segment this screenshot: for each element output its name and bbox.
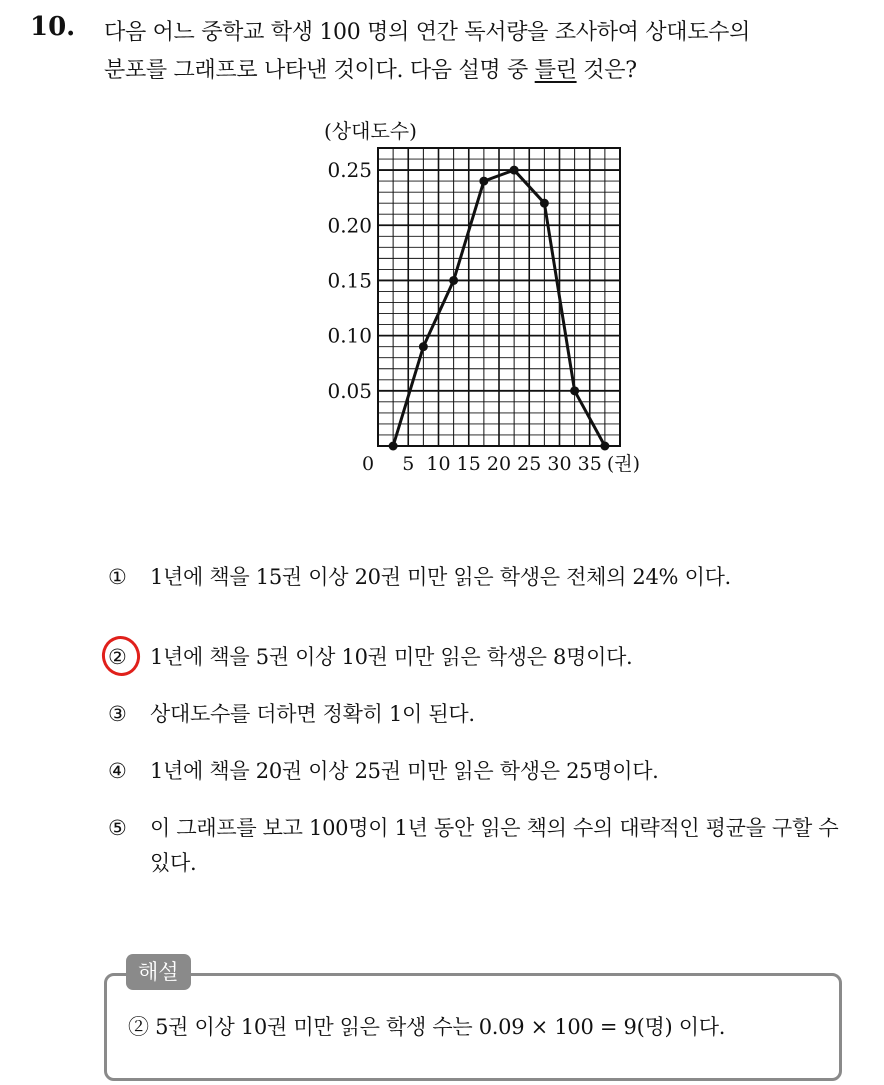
data-point	[540, 199, 549, 208]
choice-3-mark: ③	[108, 702, 127, 726]
data-point	[389, 442, 398, 451]
data-point	[449, 276, 458, 285]
y-tick-label: 0.15	[327, 268, 372, 293]
choice-5[interactable]	[108, 811, 848, 881]
y-tick-label: 0.05	[327, 378, 372, 403]
stem-line-1: 다음 어느 중학교 학생 100 명의 연간 독서량을 조사하여 상대도수의	[104, 20, 751, 45]
question-number: 10.	[30, 12, 76, 42]
data-point	[419, 342, 428, 351]
stem-underlined-word: 틀린	[534, 58, 577, 83]
y-tick-label: 0.10	[327, 323, 372, 348]
choice-4-text: 1년에 책을 20권 이상 25권 미만 읽은 학생은 25명이다.	[150, 759, 659, 783]
x-tick-label: 25	[517, 453, 542, 475]
data-point	[570, 386, 579, 395]
y-axis-label: (상대도수)	[324, 119, 417, 143]
choice-2-mark: ②	[108, 645, 127, 669]
choice-1[interactable]	[108, 560, 848, 640]
stem-line-2-post: 것은?	[576, 58, 637, 83]
x-tick-label: 15	[456, 453, 481, 475]
x-tick-label: 5	[402, 453, 415, 475]
x-tick-label: 30	[547, 453, 572, 475]
solution-tag: 해설	[126, 954, 191, 990]
choice-5-text: 이 그래프를 보고 100명이 1년 동안 읽은 책의 수의 대략적인 평균을 구할 수 있다.	[150, 816, 839, 875]
data-point	[510, 166, 519, 175]
x-tick-label: 0	[361, 453, 375, 475]
y-tick-label: 0.25	[327, 158, 372, 183]
choice-3-text: 상대도수를 더하면 정확히 1이 된다.	[150, 702, 475, 726]
x-tick-label: 35	[577, 453, 602, 475]
data-point	[600, 442, 609, 451]
stem-line-2-pre: 분포를 그래프로 나타낸 것이다. 다음 설명 중	[104, 58, 535, 83]
choice-1-mark: ①	[108, 565, 127, 589]
question-stem	[104, 14, 874, 90]
data-point	[479, 177, 488, 186]
choice-1-text: 1년에 책을 15권 이상 20권 미만 읽은 학생은 전체의 24% 이다.	[150, 565, 731, 589]
choice-2[interactable]	[108, 640, 848, 697]
choice-5-mark: ⑤	[108, 816, 127, 840]
choice-4[interactable]	[108, 754, 848, 811]
y-tick-label: 0.20	[327, 213, 372, 238]
choice-4-mark: ④	[108, 759, 127, 783]
x-tick-label: 10	[426, 453, 451, 475]
choice-3[interactable]	[108, 697, 848, 754]
x-axis-label: (권)	[606, 453, 641, 475]
solution-text: ② 5권 이상 10권 미만 읽은 학생 수는 0.09 × 100 = 9(명) 이다.	[128, 1015, 726, 1039]
choice-list	[108, 560, 848, 881]
stem-line-2	[104, 52, 874, 90]
x-tick-label: 20	[486, 453, 512, 475]
relative-frequency-polygon-chart	[300, 118, 660, 478]
choice-2-text: 1년에 책을 5권 이상 10권 미만 읽은 학생은 8명이다.	[150, 645, 633, 669]
